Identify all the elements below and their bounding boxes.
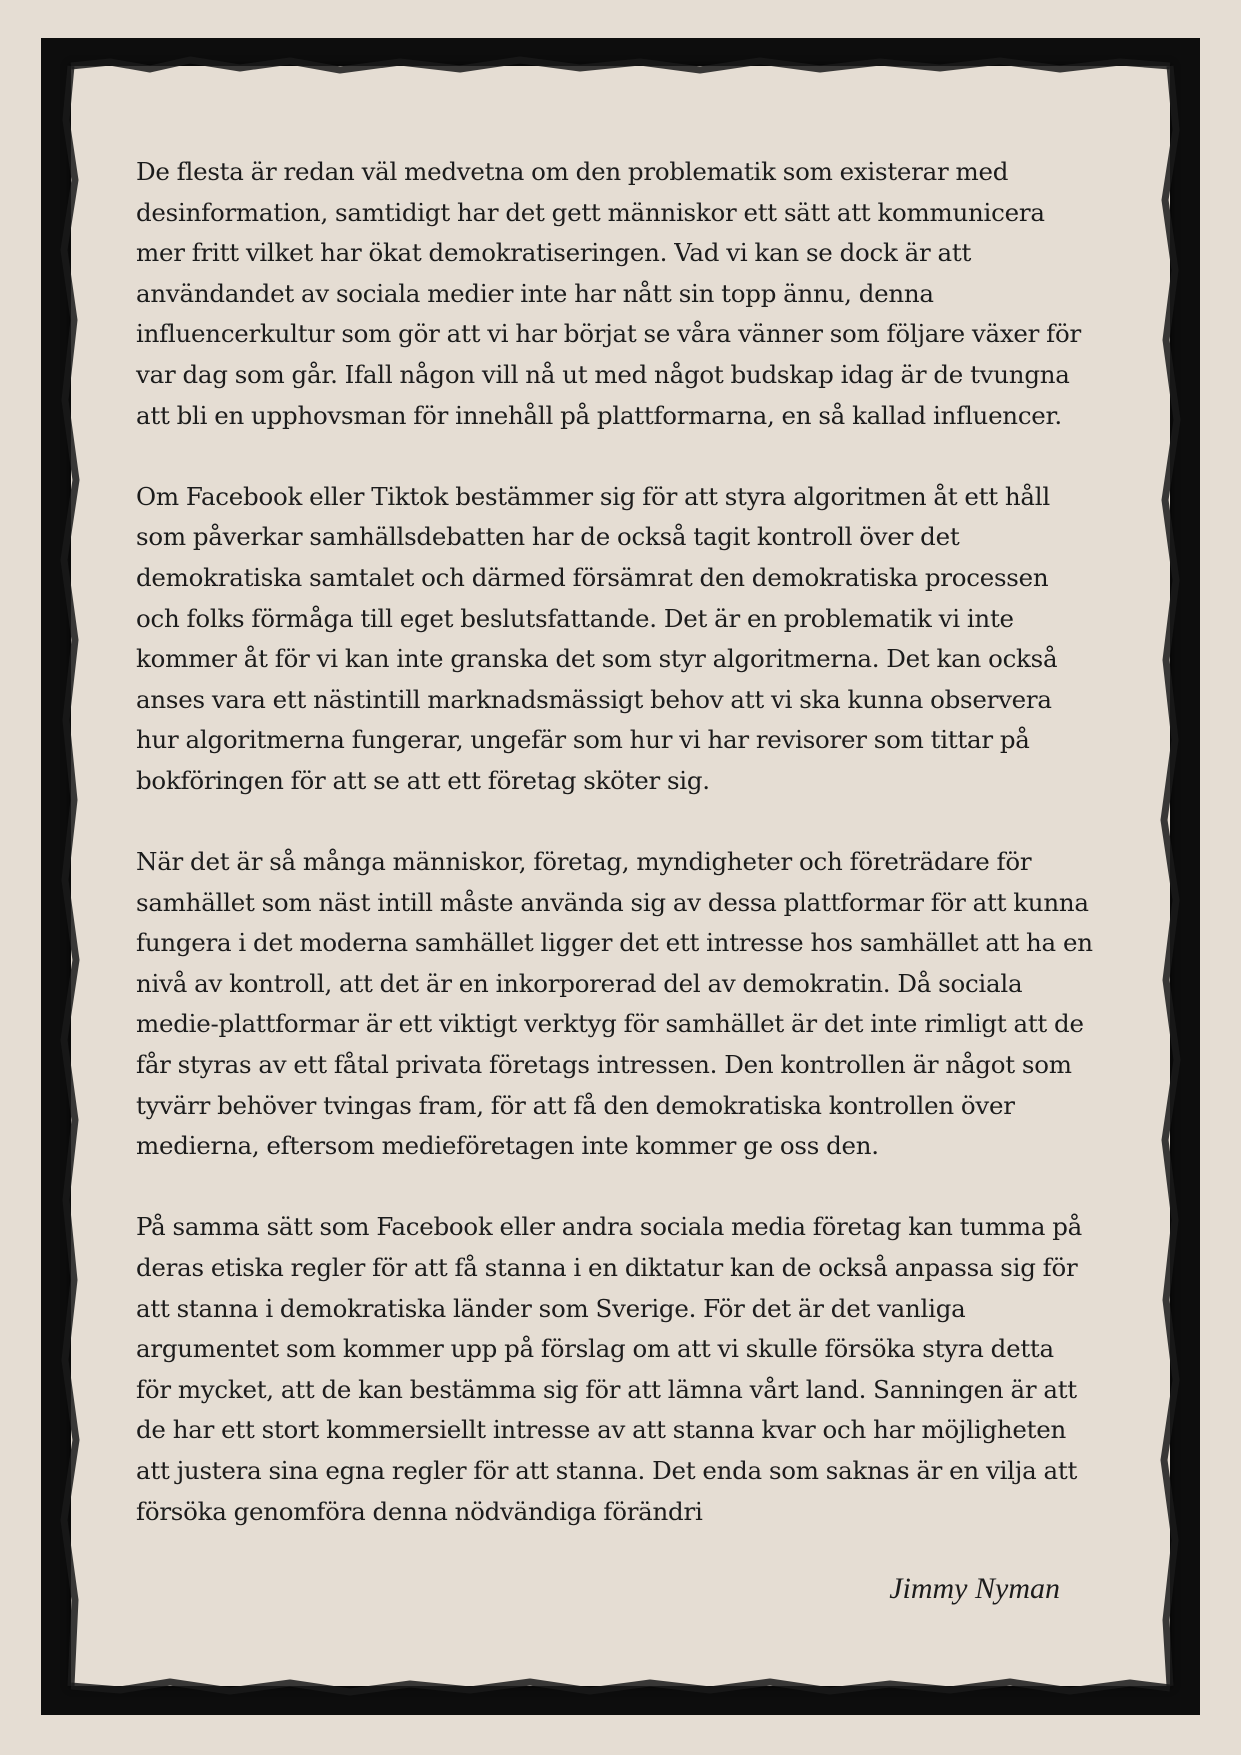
author-signature: Jimmy Nyman: [889, 1572, 1060, 1605]
paragraph-3: När det är så många människor, företag, myndigheter och företrädare för samhället som näst intill måste använda sig av dessa plattformar för att kunna fungera i det moderna samhället ligger det ett intresse hos samhället att ha en nivå av kontroll, att det är en inkorporerad del av demokratin. Då sociala medie-plattformar är ett viktigt verktyg för samhället är det inte rimligt att de får styras av ett fåtal privata företags intressen. Den kontrollen är något som tyvärr behöver tvingas fram, för att få den demokratiska kontrollen över medierna, eftersom medieföretagen inte kommer ge oss den.: [136, 847, 1093, 1161]
letter-body: [136, 152, 1116, 1573]
paragraph-4: På samma sätt som Facebook eller andra sociala media företag kan tumma på deras etiska regler för att få stanna i en diktatur kan de också anpassa sig för att stanna i demokratiska länder som Sverige. För det är det vanliga argumentet som kommer upp på förslag om att vi skulle försöka styra detta för mycket, att de kan bestämma sig för att lämna vårt land. Sanningen är att de har ett stort kommersiellt intresse av att stanna kvar och har möjligheten att justera sina egna regler för att stanna. Det enda som saknas är en vilja att försöka genomföra denna nödvändiga förändri: [136, 1212, 1083, 1526]
paragraph-1: De flesta är redan väl medvetna om den problematik som existerar med desinformation, samtidigt har det gett människor ett sätt att kommunicera mer fritt vilket har ökat demokratiseringen. Vad vi kan se dock är att användandet av sociala medier inte har nått sin topp ännu, denna influencerkultur som gör att vi har börjat se våra vänner som följare växer för var dag som går. Ifall någon vill nå ut med något budskap idag är de tvungna att bli en upphovsman för innehåll på plattformarna, en så kallad influencer.: [136, 157, 1081, 430]
paragraph-2: Om Facebook eller Tiktok bestämmer sig för att styra algoritmen åt ett håll som påverkar samhällsdebatten har de också tagit kontroll över det demokratiska samtalet och därmed försämrat den demokratiska processen och folks förmåga till eget beslutsfattande. Det är en problematik vi inte kommer åt för vi kan inte granska det som styr algoritmerna. Det kan också anses vara ett nästintill marknadsmässigt behov att vi ska kunna observera hur algoritmerna fungerar, ungefär som hur vi har revisorer som tittar på bokföringen för att se att ett företag sköter sig.: [136, 481, 1058, 795]
